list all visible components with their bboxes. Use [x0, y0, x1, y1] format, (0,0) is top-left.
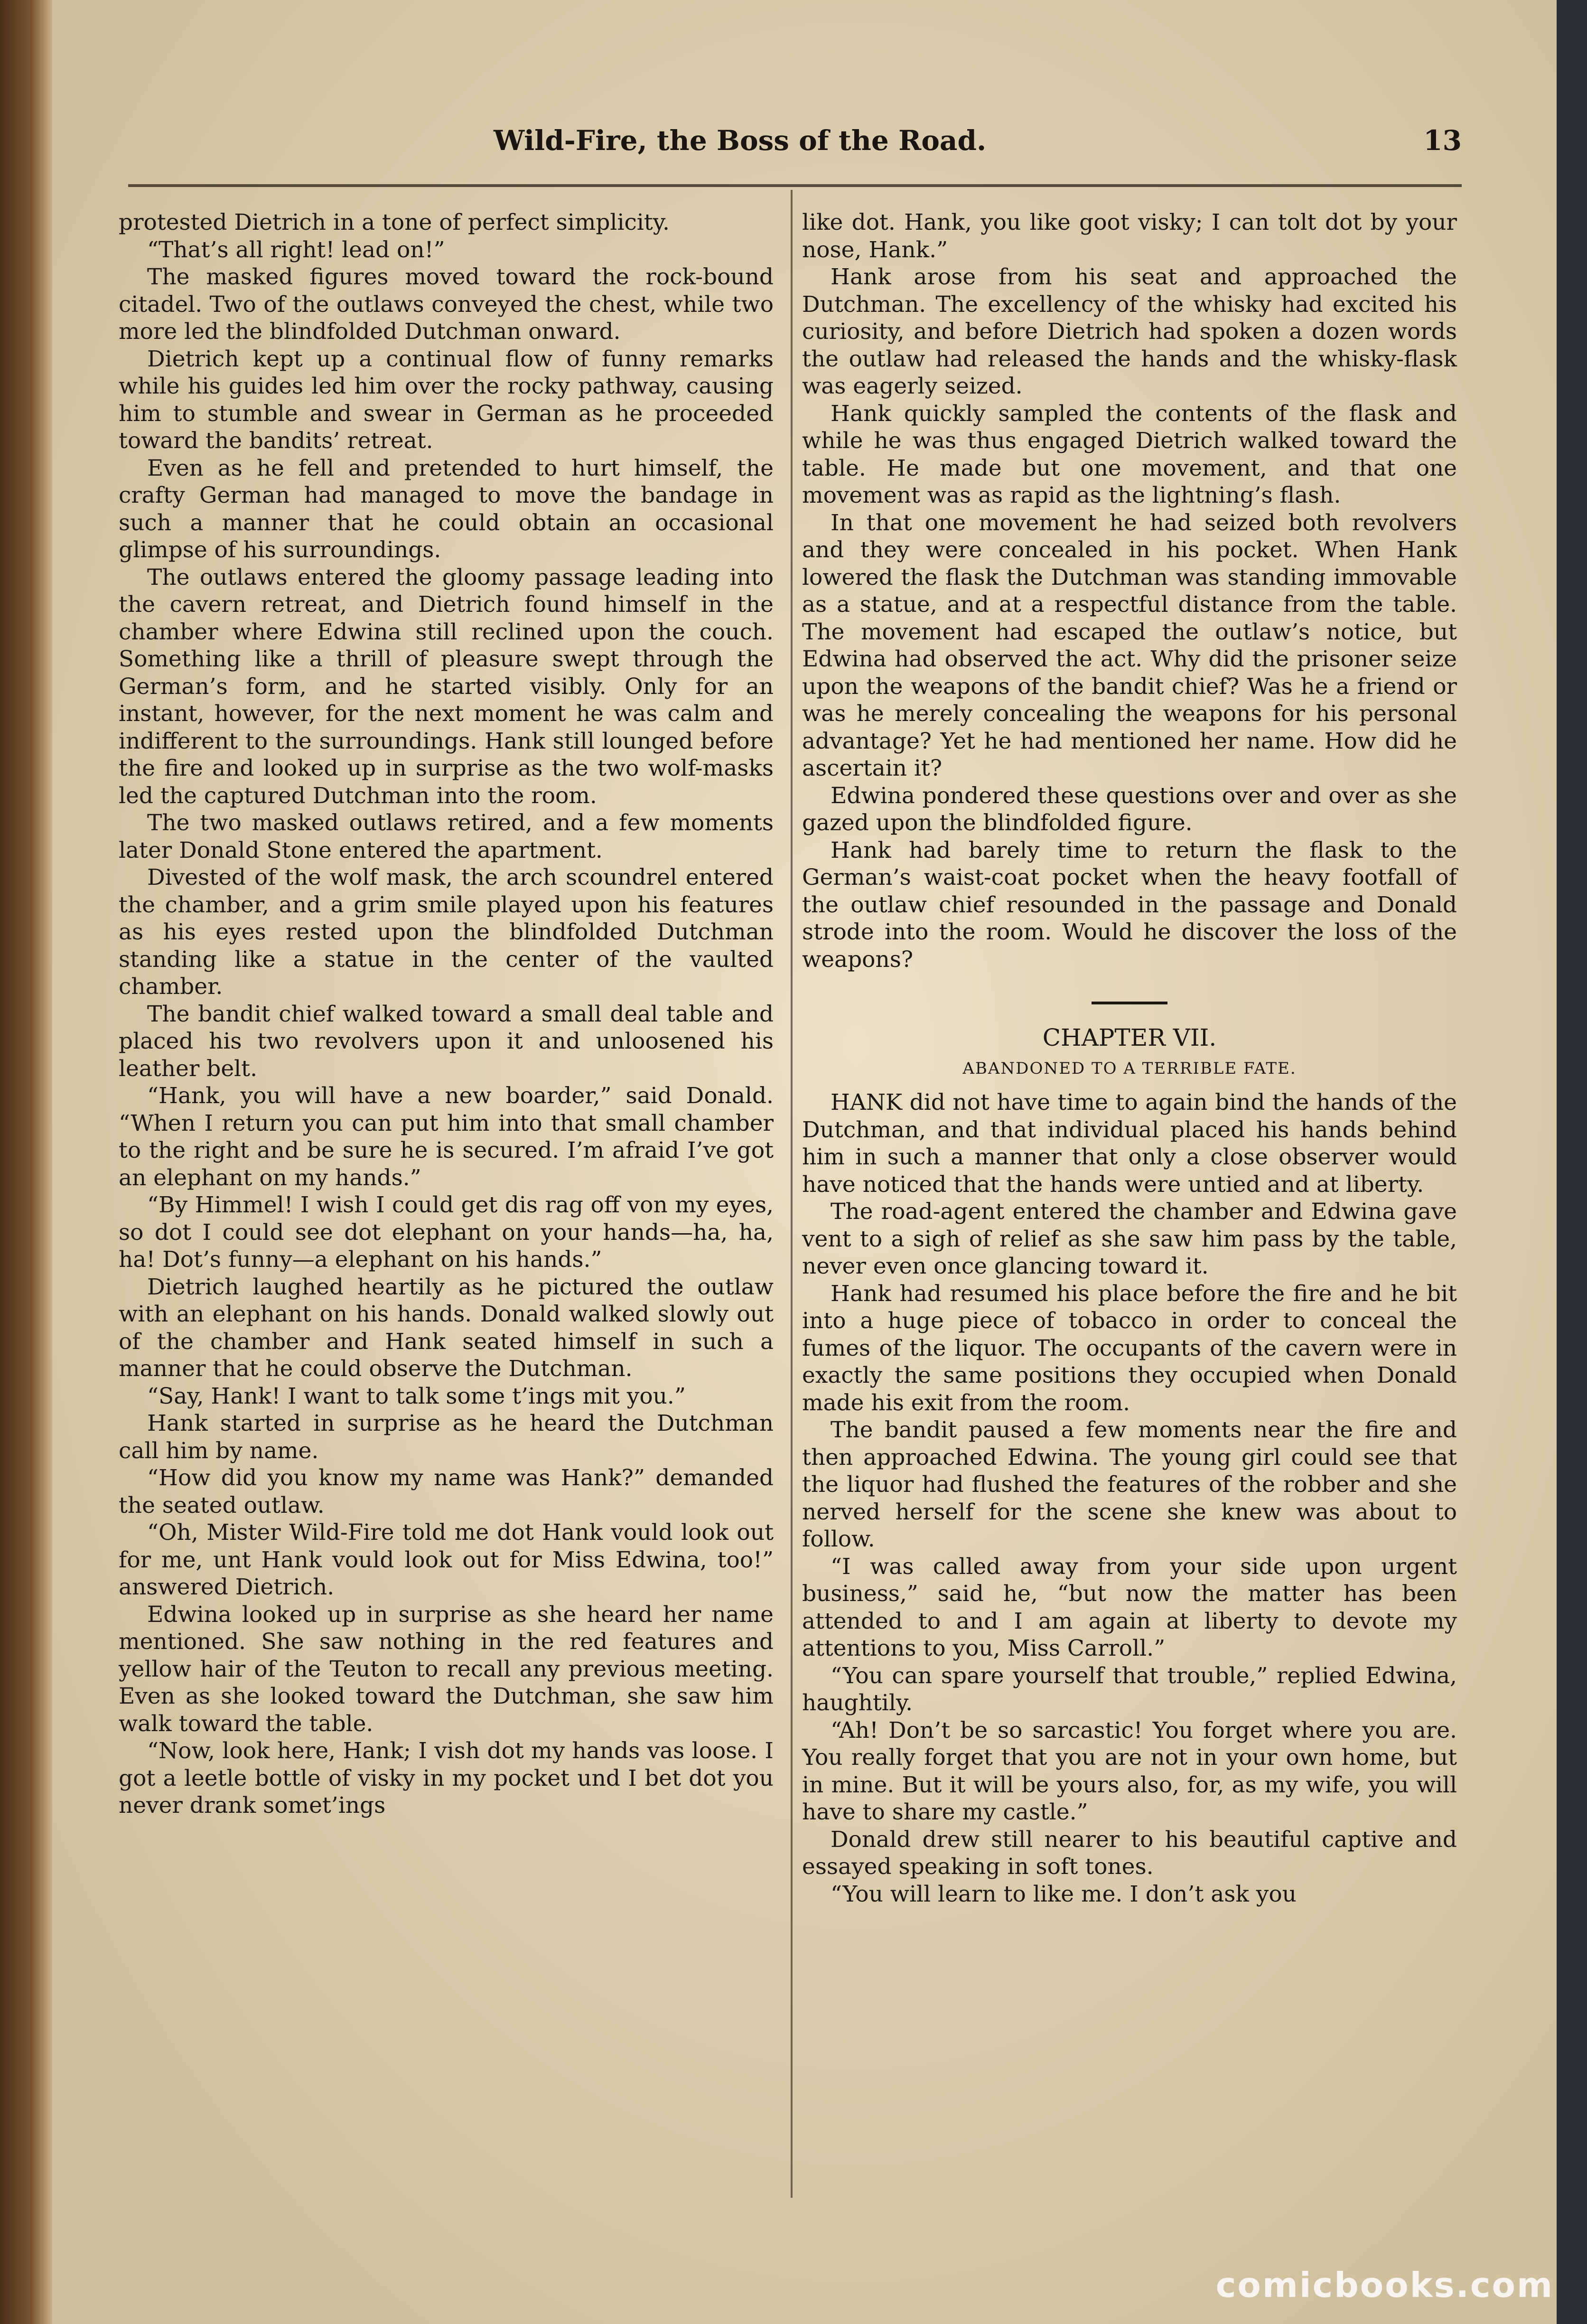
paragraph: The two masked outlaws retired, and a few moments later Donald Stone entered the apartment. — [119, 810, 774, 863]
site-watermark: comicbooks.com — [1215, 2265, 1554, 2305]
paragraph: “You can spare yourself that trouble,” replied Edwina, haughtily. — [802, 1662, 1457, 1716]
paragraph: Edwina looked up in surprise as she heard her name mentioned. She saw nothing in the red features and yellow hair of the Teuton to recall any previous meeting. Even as she looked toward the Dutchman, she saw him walk toward the table. — [119, 1601, 774, 1737]
paragraph: “I was called away from your side upon urgent business,” said he, “but now the matter has been attended to and I am again at liberty to devote my attentions to you, Miss Carroll.” — [802, 1553, 1457, 1661]
column-divider — [791, 190, 793, 2198]
paragraph: protested Dietrich in a tone of perfect simplicity. — [119, 209, 670, 235]
paragraph: Hank quickly sampled the contents of the flask and while he was thus engaged Dietrich walked toward the table. He made but one movement, and that one movement was as rapid as the lightning’s flash. — [802, 400, 1457, 508]
paragraph: Hank arose from his seat and approached the Dutchman. The excellency of the whisky had excited his curiosity, and before Dietrich had spoken a dozen words the outlaw had released the hands and the whisky-flask was eagerly seized. — [802, 264, 1457, 399]
page-number: 13 — [1423, 124, 1462, 157]
left-column — [119, 209, 774, 1819]
paragraph: “Oh, Mister Wild-Fire told me dot Hank vould look out for me, unt Hank vould look out for Miss Edwina, too!” answered Dietrich. — [119, 1519, 774, 1600]
paragraph: Divested of the wolf mask, the arch scoundrel entered the chamber, and a grim smile played upon his features as his eyes rested upon the blindfolded Dutchman standing like a statue in the center of the vaulted chamber. — [119, 864, 774, 1000]
paragraph: “Say, Hank! I want to talk some t’ings mit you.” — [147, 1383, 686, 1409]
running-title: Wild-Fire, the Boss of the Road. — [494, 124, 987, 157]
paragraph: HANK did not have time to again bind the hands of the Dutchman, and that individual placed his hands behind him in such a manner that only a close observer would have noticed that the hands were untied and at liberty. — [802, 1089, 1457, 1198]
paragraph: The road-agent entered the chamber and Edwina gave vent to a sigh of relief as she saw him pass by the table, never even once glancing toward it. — [802, 1199, 1457, 1279]
paragraph: Edwina pondered these questions over and over as she gazed upon the blindfolded figure. — [802, 782, 1457, 836]
paragraph: “Now, look here, Hank; I vish dot my hands vas loose. I got a leetle bottle of visky in my pocket und I bet dot you never drank somet’ings — [119, 1738, 774, 1818]
paragraph: “Hank, you will have a new boarder,” said Donald. “When I return you can put him into that small chamber to the right and be sure he is secured. I’m afraid I’ve got an elephant on my hands.” — [119, 1083, 774, 1191]
paragraph: Hank started in surprise as he heard the Dutchman call him by name. — [119, 1410, 774, 1464]
right-column — [802, 209, 1457, 1908]
chapter-subtitle: ABANDONED TO A TERRIBLE FATE. — [962, 1059, 1297, 1078]
chapter-divider-rule — [1092, 1002, 1167, 1004]
paragraph: “How did you know my name was Hank?” demanded the seated outlaw. — [119, 1465, 774, 1518]
chapter-title: CHAPTER VII. — [1042, 1024, 1217, 1051]
paragraph: The masked figures moved toward the rock-bound citadel. Two of the outlaws conveyed the chest, while two more led the blindfolded Dutchman onward. — [119, 264, 774, 345]
paragraph: Even as he fell and pretended to hurt himself, the crafty German had managed to move the bandage in such a manner that he could obtain an occasional glimpse of his surroundings. — [119, 455, 774, 563]
paragraph: “You will learn to like me. I don’t ask you — [831, 1881, 1297, 1907]
paragraph: Hank had barely time to return the flask to the German’s waist-coat pocket when the heavy footfall of the outlaw chief resounded in the passage and Donald strode into the room. Would he discover the loss of the weapons? — [802, 837, 1457, 973]
paragraph: In that one movement he had seized both revolvers and they were concealed in his pocket. When Hank lowered the flask the Dutchman was standing immovable as a statue, and at a respectful distance from the table. The movement had escaped the outlaw’s notice, but Edwina had observed the act. Why did the prisoner seize upon the weapons of the bandit chief? Was he a friend or was he merely concealing the weapons for his personal advantage? Yet he had mentioned her name. How did he ascertain it? — [802, 509, 1457, 781]
paragraph: Hank had resumed his place before the fire and he bit into a huge piece of tobacco in order to conceal the fumes of the liquor. The occupants of the cavern were in exactly the same positions they occupied when Donald made his exit from the room. — [802, 1280, 1457, 1416]
running-header — [494, 124, 1462, 172]
paragraph: Donald drew still nearer to his beautiful captive and essayed speaking in soft tones. — [802, 1826, 1457, 1880]
paragraph: Dietrich laughed heartily as he pictured the outlaw with an elephant on his hands. Donald walked slowly out of the chamber and Hank seated himself in such a manner that he could observe the Dutchman. — [119, 1274, 774, 1382]
paragraph: “Ah! Don’t be so sarcastic! You forget where you are. You really forget that you are not in your own home, but in mine. But it will be yours also, for, as my wife, you will have to share my castle.” — [802, 1717, 1457, 1825]
paragraph: The bandit chief walked toward a small deal table and placed his two revolvers upon it and unloosened his leather belt. — [119, 1001, 774, 1082]
paragraph: Dietrich kept up a continual flow of funny remarks while his guides led him over the rocky pathway, causing him to stumble and swear in German as he proceeded toward the bandits’ retreat. — [119, 346, 774, 454]
paragraph: like dot. Hank, you like goot visky; I can tolt dot by your nose, Hank.” — [802, 209, 1457, 263]
paragraph: The bandit paused a few moments near the fire and then approached Edwina. The young girl could see that the liquor had flushed the features of the robber and she nerved herself for the scene she knew was about to follow. — [802, 1417, 1457, 1552]
paragraph: The outlaws entered the gloomy passage leading into the cavern retreat, and Dietrich found himself in the chamber where Edwina still reclined upon the couch. Something like a thrill of pleasure swept through the German’s form, and he started visibly. Only for an instant, however, for the next moment he was calm and indifferent to the surroundings. Hank still lounged before the fire and looked up in surprise as the two wolf-masks led the captured Dutchman into the room. — [119, 564, 774, 809]
header-rule — [128, 184, 1462, 187]
paragraph: “That’s all right! lead on!” — [147, 236, 445, 263]
paragraph: “By Himmel! I wish I could get dis rag off von my eyes, so dot I could see dot elephant on your hands—ha, ha, ha! Dot’s funny—a elephant on his hands.” — [119, 1192, 774, 1273]
binding-spine — [0, 0, 52, 2324]
